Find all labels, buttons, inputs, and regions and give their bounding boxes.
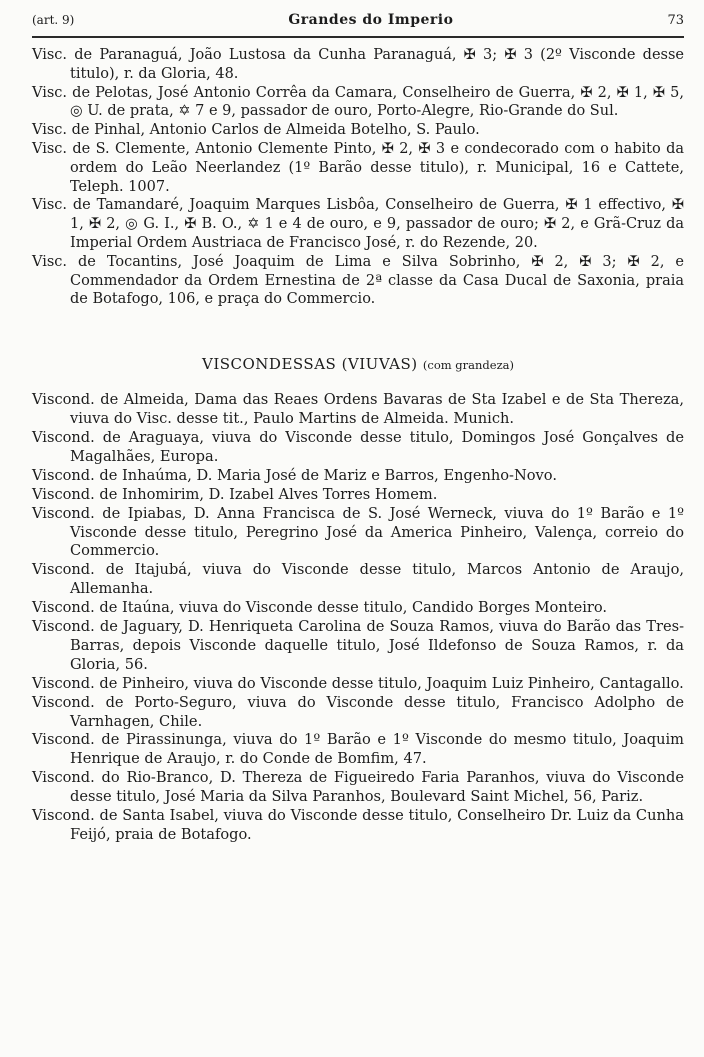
section-title-text: VISCONDESSAS (VIUVAS) — [202, 355, 418, 374]
viscondes-list — [32, 46, 684, 309]
visconde-entry: Visc. de Pelotas, José Antonio Corrêa da Camara, Conselheiro de Guerra, ✠ 2, ✠ 1, ✠ 5, ◎ U. de prata, ✡ 7 e 9, passador de ouro, Porto-Alegre, Rio-Grande do Sul. — [32, 84, 684, 120]
viscondessa-entry: Viscond. de Pirassinunga, viuva do 1º Barão e 1º Visconde do mesmo titulo, Joaquim Henrique de Araujo, r. do Conde de Bomfim, 47. — [32, 731, 684, 768]
visconde-entry: Visc. de Paranaguá, João Lustosa da Cunha Paranaguá, ✠ 3; ✠ 3 (2º Visconde desse titulo), r. da Gloria, 48. — [32, 47, 684, 82]
viscondessas-list — [32, 391, 684, 845]
page-number: 73 — [667, 13, 684, 28]
viscondessa-entry: Viscond. de Araguaya, viuva do Visconde desse titulo, Domingos José Gonçalves de Magalhães, Europa. — [32, 428, 684, 465]
visconde-entry: Visc. de S. Clemente, Antonio Clemente Pinto, ✠ 2, ✠ 3 e condecorado com o habito da ordem do Leão Neerlandez (1º Barão desse titulo), r. Municipal, 16 e Cattete, Teleph. 1007. — [32, 140, 684, 195]
viscondessa-entry: Viscond. de Itajubá, viuva do Visconde desse titulo, Marcos Antonio de Araujo, Allemanha. — [32, 561, 684, 598]
viscondessa-entry: Viscond. de Ipiabas, D. Anna Francisca de S. José Werneck, viuva do 1º Barão e 1º Visconde desse titulo, Peregrino José da America Pinheiro, Valença, correio do Commercio. — [32, 504, 684, 560]
viscondessa-entry: Viscond. de Almeida, Dama das Reaes Ordens Bavaras de Sta Izabel e de Sta Thereza, viuva do Visc. desse tit., Paulo Martins de Almeida. Munich. — [32, 391, 684, 428]
article-reference: (art. 9) — [32, 13, 75, 27]
viscondessa-entry: Viscond. do Rio-Branco, D. Thereza de Figueiredo Faria Paranhos, viuva do Visconde desse titulo, José Maria da Silva Paranhos, Boulevard Saint Michel, 56, Pariz. — [32, 769, 684, 806]
viscondessa-entry: Viscond. de Inhaúma, D. Maria José de Mariz e Barros, Engenho-Novo. — [32, 466, 557, 484]
section-note: (com grandeza) — [422, 358, 514, 373]
visconde-entry: Visc. de Tamandaré, Joaquim Marques Lisbôa, Conselheiro de Guerra, ✠ 1 effectivo, ✠ 1, ✠ 2, ◎ G. I., ✠ B. O., ✡ 1 e 4 de ouro, e 9, passador de ouro; ✠ 2, e Grã-Cruz da Imperial Ordem Austriaca de Francisco José, r. do Rezende, 20. — [32, 197, 684, 251]
viscondessa-entry: Viscond. de Porto-Seguro, viuva do Visconde desse titulo, Francisco Adolpho de Varnhagen, Chile. — [32, 693, 684, 730]
viscondessa-entry: Viscond. de Santa Isabel, viuva do Visconde desse titulo, Conselheiro Dr. Luiz da Cunha Feijó, praia de Botafogo. — [32, 807, 684, 843]
visconde-entry: Visc. de Pinhal, Antonio Carlos de Almeida Botelho, S. Paulo. — [32, 122, 480, 139]
page-header — [32, 12, 684, 38]
section-heading — [32, 355, 684, 373]
visconde-entry: Visc. de Tocantins, José Joaquim de Lima e Silva Sobrinho, ✠ 2, ✠ 3; ✠ 2, e Commendador da Ordem Ernestina de 2ª classe da Casa Ducal de Saxonia, praia de Botafogo, 106, e praça do Commercio. — [32, 253, 684, 308]
viscondessa-entry: Viscond. de Inhomirim, D. Izabel Alves Torres Homem. — [32, 485, 438, 503]
viscondessa-entry: Viscond. de Pinheiro, viuva do Visconde desse titulo, Joaquim Luiz Pinheiro, Cantagallo. — [32, 674, 684, 692]
viscondessa-entry: Viscond. de Itaúna, viuva do Visconde desse titulo, Candido Borges Monteiro. — [32, 599, 608, 617]
viscondessa-entry: Viscond. de Jaguary, D. Henriqueta Carolina de Souza Ramos, viuva do Barão das Tres-Barras, depois Visconde daquelle titulo, José Ildefonso de Souza Ramos, r. da Gloria, 56. — [32, 618, 684, 673]
running-title: Grandes do Imperio — [288, 12, 454, 28]
